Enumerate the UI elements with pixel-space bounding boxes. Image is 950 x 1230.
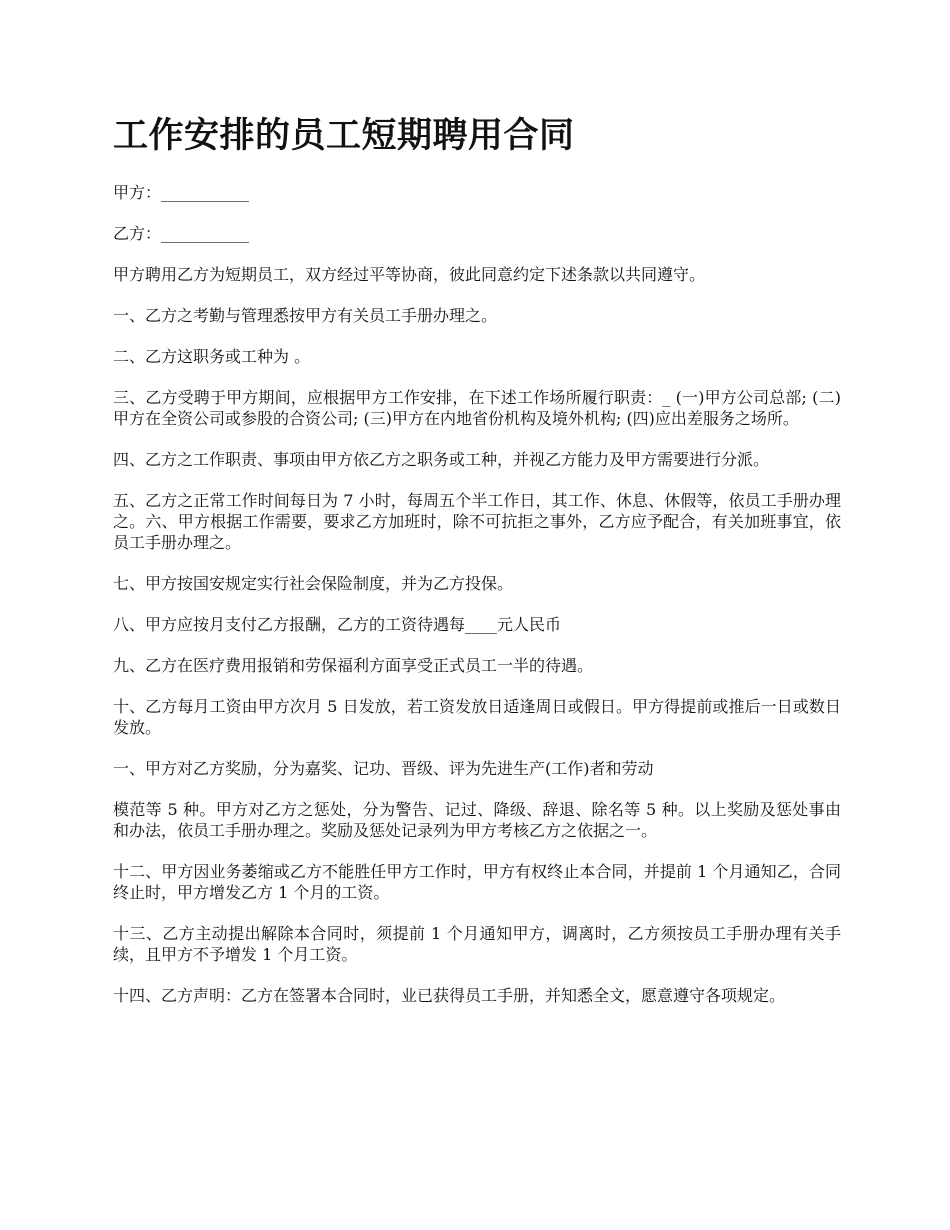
clause-4: 四、乙方之工作职责、事项由甲方依乙方之职务或工种，并视乙方能力及甲方需要进行分派。: [113, 450, 770, 469]
document-page: [113, 112, 841, 1026]
clause-8: 八、甲方应按月支付乙方报酬，乙方的工资待遇每____元人民币: [113, 615, 562, 634]
clause-13: 十三、乙方主动提出解除本合同时，须提前 1 个月通知甲方，调离时，乙方须按员工手册办理有关手续，且甲方不予增发 1 个月工资。: [113, 924, 841, 964]
clause-3: 三、乙方受聘于甲方期间，应根据甲方工作安排，在下述工作场所履行职责：_ (一)甲方公司总部; (二)甲方在全资公司或参股的合资公司; (三)甲方在内地省份机构及境外机构; (四)应出差服务之场所。: [113, 388, 841, 428]
party-a-line: 甲方：___________: [113, 183, 250, 202]
clause-11-part-1: 一、甲方对乙方奖励，分为嘉奖、记功、晋级、评为先进生产(工作)者和劳动: [113, 759, 654, 778]
clause-11-part-2: 模范等 5 种。甲方对乙方之惩处，分为警告、记过、降级、辞退、除名等 5 种。以上奖励及惩处事由和办法，依员工手册办理之。奖励及惩处记录列为甲方考核乙方之依据之一。: [113, 800, 841, 840]
clause-7: 七、甲方按国安规定实行社会保险制度，并为乙方投保。: [113, 574, 514, 593]
clause-9: 九、乙方在医疗费用报销和劳保福利方面享受正式员工一半的待遇。: [113, 656, 594, 675]
clause-10: 十、乙方每月工资由甲方次月 5 日发放，若工资发放日适逢周日或假日。甲方得提前或推后一日或数日发放。: [113, 697, 841, 737]
party-b-line: 乙方：___________: [113, 224, 250, 243]
clause-2: 二、乙方这职务或工种为 。: [113, 347, 311, 366]
clause-14: 十四、乙方声明：乙方在签署本合同时，业已获得员工手册，并知悉全文，愿意遵守各项规定。: [113, 986, 786, 1005]
clause-12: 十二、甲方因业务萎缩或乙方不能胜任甲方工作时，甲方有权终止本合同，并提前 1 个月通知乙，合同终止时，甲方增发乙方 1 个月的工资。: [113, 862, 841, 902]
intro-paragraph: 甲方聘用乙方为短期员工，双方经过平等协商，彼此同意约定下述条款以共同遵守。: [113, 265, 706, 284]
document-title: 工作安排的员工短期聘用合同: [113, 116, 575, 156]
clause-5-6: 五、乙方之正常工作时间每日为 7 小时，每周五个半工作日，其工作、休息、休假等，依员工手册办理之。六、甲方根据工作需要，要求乙方加班时，除不可抗拒之事外，乙方应予配合，有关加班事宜，依员工手册办理之。: [113, 491, 841, 552]
clause-1: 一、乙方之考勤与管理悉按甲方有关员工手册办理之。: [113, 306, 498, 325]
